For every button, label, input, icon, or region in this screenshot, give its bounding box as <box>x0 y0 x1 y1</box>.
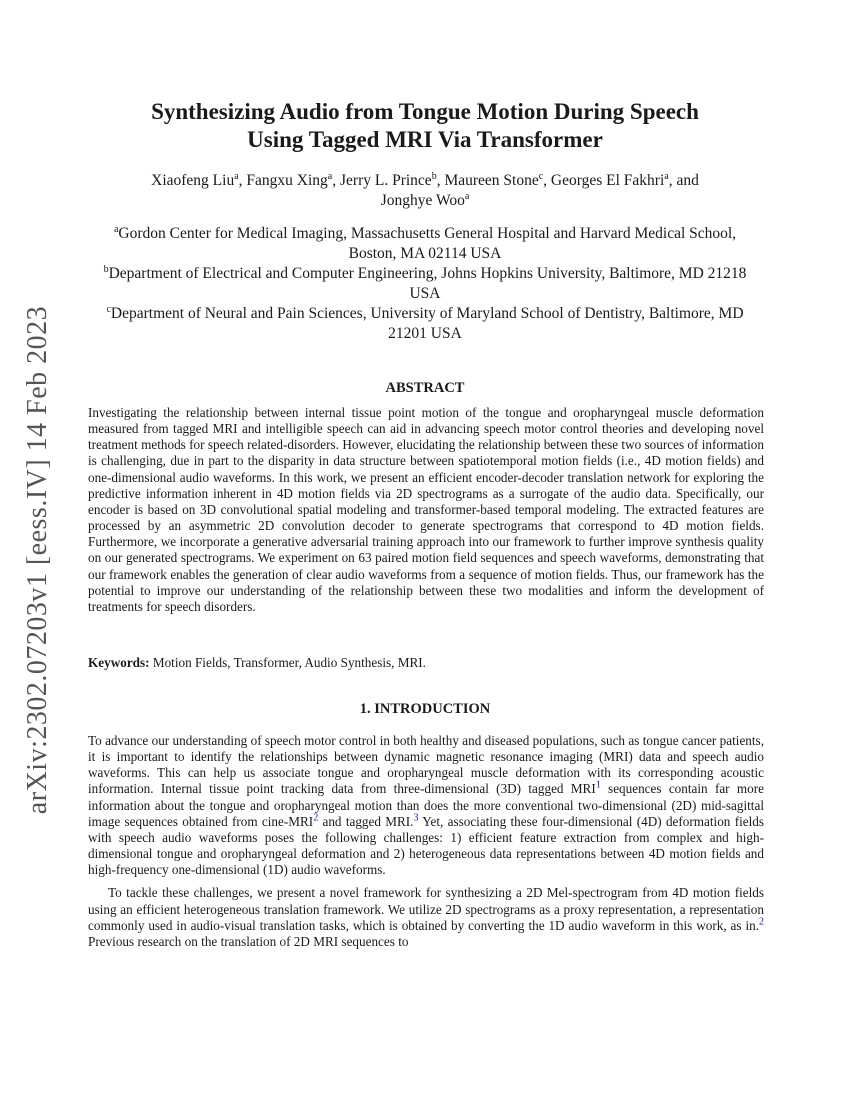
affiliation-mark: c <box>538 170 544 182</box>
affiliation-mark: a <box>464 190 470 202</box>
keywords-text: Motion Fields, Transformer, Audio Synthesis, MRI. <box>152 655 426 670</box>
title-line-2: Using Tagged MRI Via Transformer <box>247 127 603 152</box>
affiliation-mark: c <box>106 303 111 315</box>
citation-link[interactable]: 2 <box>313 812 319 824</box>
arxiv-identifier[interactable]: arXiv:2302.07203v1 [eess.IV] 14 Feb 2023 <box>22 305 53 815</box>
author-name: Georges El Fakhri <box>550 172 665 189</box>
author-list: Xiaofeng Liu$^a$, Fangxu Xing$^a$, Jerry L. Prince$^b$, Maureen Stone$^c$, Georges El Fakhri$^a$, and Jonghye Woo$^a$ <box>151 170 699 209</box>
affiliation-text: Gordon Center for Medical Imaging, Massachusetts General Hospital and Harvard Medical School, Boston, MA 02114 USA <box>118 225 737 262</box>
affiliation-list <box>90 224 760 344</box>
affiliation-mark: b <box>103 263 109 275</box>
abstract-heading: ABSTRACT <box>385 380 465 396</box>
affiliation-mark: a <box>327 170 333 182</box>
arxiv-identifier-margin <box>0 0 60 1100</box>
citation-link[interactable]: 1 <box>595 780 601 792</box>
keywords <box>88 655 764 671</box>
keywords-label: Keywords: <box>88 655 150 670</box>
affiliation-b <box>90 264 760 304</box>
author-name: Maureen Stone <box>444 172 539 189</box>
author-name: Xiaofeng Liu <box>151 172 235 189</box>
abstract-body: Investigating the relationship between internal tissue point motion of the tongue and oropharyngeal muscle deformation measured from tagged MRI and intelligible speech can aid in advancing speech motor control theories and developing novel treatment methods for speech related-disorders. However, elucidating the relationship between these two sources of information is challenging, due in part to the disparity in data structure between spatiotemporal motion fields (i.e., 4D motion fields) and one-dimensional audio waveforms. In this work, we present an efficient encoder-decoder translation network for exploring the predictive information inherent in 4D motion fields via 2D spectrograms as a surrogate of the audio data. Specifically, our encoder is based on 3D convolutional spatial modeling and transformer-based temporal modeling. The extracted features are processed by an asymmetric 2D convolution decoder to generate spectrograms that correspond to 4D motion fields. Furthermore, we incorporate a generative adversarial training approach into our framework to further improve synthesis quality on our generated spectrograms. We experiment on 63 paired motion field sequences and speech waveforms, demonstrating that our framework enables the generation of clear audio waveforms from a sequence of motion fields. Thus, our framework has the potential to improve our understanding of the relationship between these two modalities and inform the development of treatments for speech disorders. <box>88 405 764 614</box>
introduction-body <box>88 733 764 950</box>
affiliation-text: Department of Electrical and Computer Engineering, Johns Hopkins University, Baltimore, MD 21218 USA <box>108 265 747 302</box>
affiliation-a <box>90 224 760 264</box>
author-name: Jonghye Woo <box>380 192 465 209</box>
citation-link[interactable]: 2 <box>759 916 764 928</box>
affiliation-mark: b <box>431 170 437 182</box>
introduction-heading: 1. INTRODUCTION <box>359 701 491 717</box>
intro-paragraph-2: To tackle these challenges, we present a novel framework for synthesizing a 2D Mel-spectrogram from 4D motion fields using an efficient heterogeneous translation framework. We utilize 2D spectrograms as a proxy representation, a representation commonly used in audio-visual translation tasks, which is obtained by converting the 1D audio waveform in this work, as in.$^2$ Previous research on the translation of 2D MRI sequences to <box>88 885 764 949</box>
author-conjunction: and <box>676 172 699 189</box>
affiliation-text: Department of Neural and Pain Sciences, University of Maryland School of Dentistry, Baltimore, MD 21201 USA <box>110 305 744 342</box>
affiliation-mark: a <box>664 170 669 182</box>
affiliation-mark: a <box>113 223 119 235</box>
affiliation-mark: a <box>234 170 239 182</box>
citation-link[interactable]: 3 <box>413 812 419 824</box>
author-name: Fangxu Xing <box>246 172 328 189</box>
paper-title <box>100 98 750 154</box>
affiliation-c <box>90 304 760 344</box>
title-line-1: Synthesizing Audio from Tongue Motion During Speech <box>151 99 699 124</box>
intro-paragraph-1: To advance our understanding of speech motor control in both healthy and diseased populations, such as tongue cancer patients, it is important to identify the relationships between dynamic magnetic resonance imaging (MRI) data and speech audio waveforms. This can help us associate tongue and oropharyngeal muscle deformation with its corresponding acoustic information. Internal tissue point tracking data from three-dimensional (3D) tagged MRI$^1$ sequences contain far more information about the tongue and oropharyngeal motion than does the more conventional two-dimensional (2D) mid-sagittal image sequences obtained from cine-MRI$^2$ and tagged MRI.$^3$ Yet, associating these four-dimensional (4D) deformation fields with speech audio waveforms poses the following challenges: 1) efficient feature extraction from complex and high-dimensional tongue and oropharyngeal deformation and 2) heterogeneous data representations between 4D motion fields and high-frequency one-dimensional (1D) audio waveforms. <box>88 733 764 878</box>
author-name: Jerry L. Prince <box>340 172 432 189</box>
